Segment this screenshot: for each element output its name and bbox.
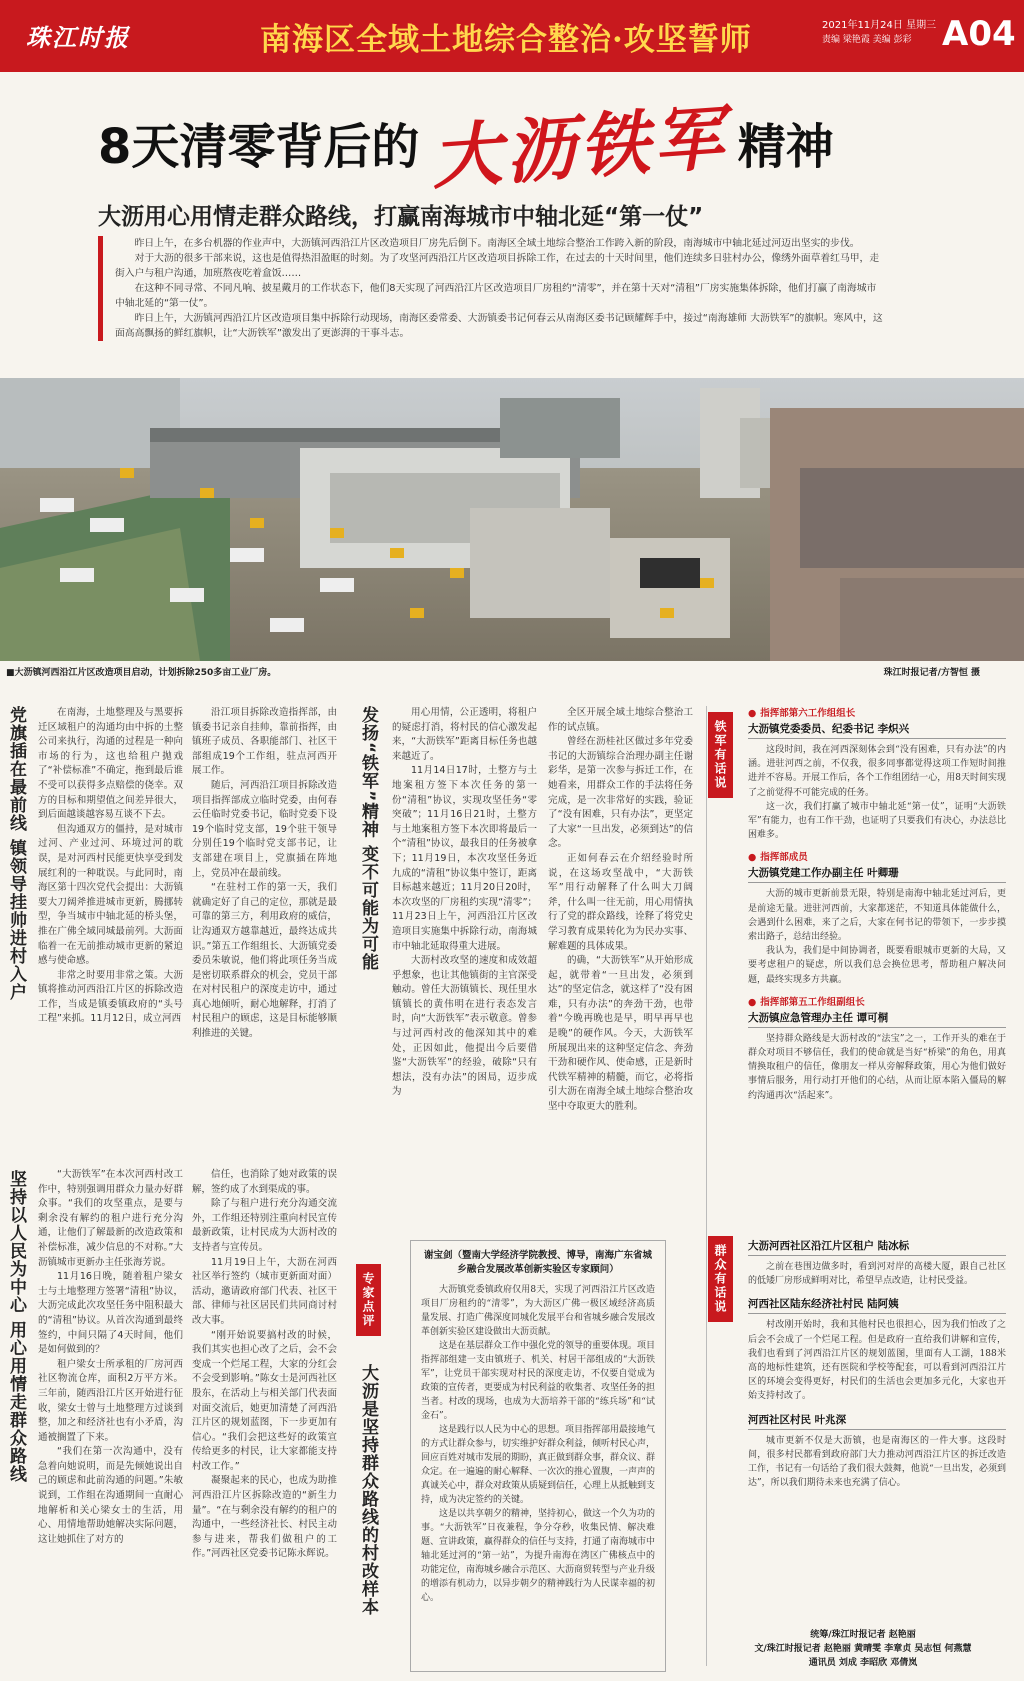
section-title: 南海区全域土地综合整治·攻坚誓师 — [260, 22, 752, 58]
body-paragraph: 租户梁女士所承租的厂房河西社区物流仓库，面积2万平方米。三年前，随西沿江片区开始进行征收，梁女士曾与土地整理方过谈到整，加之和经济社也有小矛盾，沟通被搁置了下来。 — [38, 1358, 183, 1443]
army-voices-tag: 铁军有话说 — [708, 712, 733, 798]
demolition-site-photo — [0, 378, 1024, 661]
expert-paragraph: 大沥镇党委镇政府仅用8天，实现了河西沿江片区改造项目厂房租约的“清零”，为大沥区广佛一极区域经济高质量发展、打造广佛深度同城化发展平台和省城乡融合发展改革创新实验区建设做出大沥贡献。 — [421, 1285, 656, 1337]
section1-column-2 — [192, 706, 337, 1114]
subheadline: 大沥用心用情走群众路线，打赢南海城市中轴北延“第一仗” — [98, 204, 704, 230]
body-paragraph: 11月16日晚，随着租户梁女士与土地整理方签署“清租”协议，大沥完成此次攻坚任务中阻积最大的“清租”协议。从首次沟通到最终签约，中间只隔了4天时间，他们是如何做到的？ — [38, 1271, 183, 1356]
body-paragraph: 用心用情，公正透明，将租户的疑虑打消，将村民的信心激发起来，“大沥铁军”距离目标任务也越来越近了。 — [392, 707, 537, 762]
byline-credits — [748, 1628, 978, 1670]
section3-column-2 — [192, 1168, 337, 1673]
lead-paragraph: 对于大沥的很多干部来说，这也是值得热泪盈眶的时刻。为了攻坚河西沿江片区改造项目拆除工作，在过去的十天时间里，他们连续多日驻村办公，像绣外面草着红马甲，走街入户与租户沟通，加班熬夜吃着盒饭…… — [115, 253, 880, 279]
lead-paragraphs — [98, 236, 884, 341]
body-paragraph: 全区开展全域土地综合整治工作的试点镇。 — [548, 707, 693, 733]
voice-name: 河西社区村民 叶兆深 — [748, 1412, 1006, 1430]
body-paragraph: “大沥铁军”在本次河西村改工作中，特别强调用群众力量办好群众事。“我们的攻坚重点，是要与剩余没有解约的租户进行充分沟通，让他们了解最新的改造政策和补偿标准，减少信息的不对称。”大沥镇城市更新办主任张海芳说。 — [38, 1169, 183, 1268]
voice-text: 村改刚开始时，我和其他村民也很担心，因为我们怕改了之后会不会成了一个烂尾工程。但是政府一直给我们讲解和宣传，我们也看到了河西沿江片区的规划蓝图，里面有人工湖，188米高的地标性建筑，还有医院和学校等配套，可以看到河西沿江片区的环境会变得更好，村民们的生活也会更加多元化，大家也开始支持村改了。 — [748, 1320, 1006, 1402]
voice-text: 我认为，我们是中间协调者，既要看眼城市更新的大局，又要考虑租户的疑虑，所以我们总会换位思考，帮助租户解决问题，最终实现多方共赢。 — [748, 946, 1006, 985]
voice-name: 河西社区陆东经济社村民 陆阿姨 — [748, 1296, 1006, 1314]
body-paragraph: 沿江项目拆除改造指挥部，由镇委书记亲自挂帅，靠前指挥，由镇班子成员、各职能部门、社区干部组成19个工作组，驻点河西开展工作。 — [192, 707, 337, 777]
voice-entry — [748, 1238, 1006, 1288]
section1-title: 党旗插在最前线 镇领导挂帅进村入户 — [6, 706, 26, 1001]
voice-entry — [748, 1412, 1006, 1491]
voice-name: 大沥河西社区沿江片区租户 陆冰标 — [748, 1238, 1006, 1256]
public-voices-tag: 群众有话说 — [708, 1236, 733, 1322]
lead-paragraph: 昨日上午，大沥镇河西沿江片区改造项目集中拆除行动现场，南海区委常委、大沥镇委书记何春云从南海区委书记顾耀辉手中，接过“南海雄师 大沥铁军”的旗帜。寒风中，这面高高飘扬的鲜红旗帜，让“大沥铁军”激发出了更澎湃的干事斗志。 — [115, 313, 883, 339]
voice-name: 大沥镇党委委员、纪委书记 李炽兴 — [748, 721, 1006, 739]
credit-line: 通讯员 刘成 李昭欣 邓倩岚 — [808, 1658, 918, 1668]
column-divider — [706, 706, 707, 1666]
headline — [98, 92, 978, 202]
voice-text: 大沥的城市更新前景无限，特别是南海中轴北延过河后，更是前途无量。进驻河西前，大家都迷茫，不知道具体能做什么，会遇到什么困难，来了之后，大家在何书记的带领下，一步步摸索出路子，总结出经验。 — [748, 889, 1006, 943]
expert-name: 谢宝剑（暨南大学经济学院教授、博导，南海广东省城乡融合发展改革创新实验区专家顾问） — [423, 1250, 652, 1275]
newspaper-logo: 珠江时报 — [26, 23, 130, 52]
public-voices — [748, 1238, 1006, 1618]
expert-comment-box — [410, 1240, 666, 1672]
aerial-photo-illustration — [0, 378, 1024, 661]
editors: 责编 梁艳霞 美编 彭彩 — [822, 35, 912, 45]
credit-line: 统筹/珠江时报记者 赵艳丽 — [810, 1630, 916, 1640]
section1-column-1 — [38, 706, 183, 1114]
voice-role: ● 指挥部成员 — [748, 850, 1006, 865]
voice-entry — [748, 706, 1006, 842]
army-voices — [748, 706, 1006, 1206]
body-paragraph: 信任，也消除了她对政策的误解，签约成了水到渠成的事。 — [192, 1169, 337, 1195]
headline-part3: 精神 — [737, 119, 834, 175]
body-paragraph: 11月19日上午，大沥在河西社区举行签约（城市更新面对面）活动，邀请政府部门代表、社区干部、律师与社区居民们共同商讨村改大事。 — [192, 1256, 337, 1326]
headline-calligraphy: 大沥铁军 — [428, 95, 730, 200]
body-paragraph: 但沟通双方的僵持，是对城市过河、产业过河、环境过河的耽误，是对河西村民能更快享受到发展红利的一种耽误。与此同时，南海区第十四次党代会提出：大沥镇要大刀阔斧推进城市更新，腾挪转型，争当城市中轴北延的桥头堡，推在广佛全域同城最前列。大沥面临着一在无前推动城市更新的紧迫感与使命感。 — [38, 823, 183, 967]
expert-comment-tag: 专家点评 — [356, 1264, 381, 1336]
voice-name: 大沥镇党建工作办副主任 叶卿珊 — [748, 865, 1006, 883]
voice-entry — [748, 1296, 1006, 1403]
body-paragraph: 11月14日17时，土整方与土地案租方签下本次任务的第一份“清租”协议，实现攻坚任务“零突破”；11月16日21时，土整方与土地案租方签下本次即将最后一个“清租”协议，最我目的任务被拿下；11月19日，本次攻坚任务近九成的“清租”协议集中签订，距离目标越来越近；11月20日20时，本次攻坚的厂房租约实现“清零”；11月23日上午，河西沿江片区改造项目实施集中拆除行动，南海城市中轴北延取得重大进展。 — [392, 765, 537, 952]
body-paragraph: 正如何春云在介绍经验时所说，在这场攻坚战中，“大沥铁军”用行动解释了什么叫大刀阔斧，什么叫一往无前，用心用情执行了党的群众路线，诠释了将党史学习教育成果转化为为民办实事、解难题的具体成果。 — [548, 852, 693, 952]
lead-paragraph: 在这种不同寻常、不同凡响、披星戴月的工作状态下，他们8天实现了河西沿江片区改造项目厂房租约“清零”，并在第十天对“清租”厂房实施集体拆除，他们打赢了南海城市中轴北延的“第一仗”。 — [115, 283, 877, 309]
section2-column-2 — [548, 706, 693, 1216]
voice-entry — [748, 850, 1006, 986]
expert-paragraph: 这是在基层群众工作中强化党的领导的重要体现。项目指挥部组建一支由镇班子、机关、村居干部组成的“大沥铁军”，让党员干部实现对村民的深度走访，不仅要自觉成为政策的宣传者，更要成为村民利益的收集者、攻坚任务的担当者。村改的现场，也成为大沥培养干部的“练兵场”和“试金石”。 — [421, 1341, 656, 1421]
expert-paragraph: 这是践行以人民为中心的思想。项目指挥部用最接地气的方式让群众参与，切实维护好群众利益，倾听村民心声，回应百姓对城市发展的期盼，真正做到群众事，群众议、群众定。在一遍遍的耐心解释、一次次的推心置腹，一声声的真诚关心中，群众对政策从质疑到信任，心理上从抵触到支持，成为决定签约的关键。 — [421, 1425, 656, 1505]
voice-text: 这段时间，我在河西深刻体会到“没有困难，只有办法”的内涵。进驻河西之前，不仅我，很多同事都觉得这项工作短时间推进并不容易。开展工作后，各个工作组团结一心，用8天时间实现了之前觉得不可能完成的任务。 — [748, 745, 1006, 798]
masthead — [0, 0, 1024, 72]
body-paragraph: “我们在第一次沟通中，没有急着向她说明，而是先倾她说出自己的顾虑和此前沟通的问题。”朱敏说到，工作组在沟通期间一直耐心地解析和关心梁女士的生活，用心、用情地帮助她解决实际问题，这让她抓住了对方的 — [38, 1446, 183, 1545]
lead-paragraph: 昨日上午，在多台机器的作业声中，大沥镇河西沿江片区改造项目厂房先后倒下。南海区全域土地综合整治工作跨入新的阶段，南海城市中轴北延过河迈出坚实的步伐。 — [134, 238, 860, 249]
voice-role: ● 指挥部第六工作组组长 — [748, 706, 1006, 721]
body-paragraph: “刚开始说要搞村改的时候，我们其实也担心改了之后，会不会变成一个烂尾工程，大家的分红会不会受到影响。”陈女士是河西社区股东，在活动上与相关部门代表面对面交流后，她更加清楚了河西沿江片区的规划蓝图，下一步更加有信心。“我们会把这些好的政策宣传给更多的村民，让大家都能支持村改工作。” — [192, 1329, 337, 1472]
issue-date: 2021年11月24日 星期三 — [822, 20, 937, 31]
body-paragraph: 大沥村改攻坚的速度和成效超乎想象，也让其他镇街的主官深受触动。曾任大沥镇镇长、现任里水镇镇长的黄伟明在进行表态发言时，向“大沥铁军”表示敬意。曾参与过河西村改的他深知其中的难处，正因如此，他提出今后要借鉴“大沥铁军”的经验，破除“只有想法，没有办法”的困局，迈步成为 — [392, 955, 537, 1098]
voice-entry — [748, 995, 1006, 1103]
voice-text: 之前在巷围边做多时，看到河对岸的高楼大厦，跟自己社区的低矮厂房形成鲜明对比，希望早点改造，让村民受益。 — [748, 1262, 1006, 1287]
section2-title: 发扬“铁军”精神 变不可能为可能 — [358, 706, 378, 972]
body-paragraph: 非常之时要用非常之策。大沥镇将推动河西沿江片区的拆除改造工作，当成是镇委镇政府的“头号工程”来抓。11月12日，成立河西 — [38, 969, 183, 1025]
body-paragraph: 随后，河西沿江项目拆除改造项目指挥部成立临时党委，由何春云任临时党委书记，临时党委下设19个临时党支部，19个驻干领导分别任19个临时党支部书记，让支部建在项目上，党旗插在阵地上，党员冲在最前线。 — [192, 779, 337, 879]
photo-credit: 珠江时报记者/方智恒 摄 — [883, 668, 980, 678]
body-paragraph: 在南海，土地整理及与黑要拆迁区域租户的沟通均由中拆的土整公司来执行，沟通的过程是一种向市场的行为，这也给租户抛戏了“补偿标准”不确定，拖到最后谁不受可以获得多点赔偿的侥幸。双方的目标和期望值之间差异很大，到后面越谈越容易互谈不下去。 — [38, 707, 183, 821]
body-paragraph: “在驻村工作的第一天，我们就确定好了自己的定位，那就是最可靠的第三方，利用政府的威信，让沟通双方越靠越近，最终达成共识。”第五工作组组长、大沥镇党委委员朱敏说，他们将此项任务当成是密切联系群众的机会，党员干部在对村民租户的深度走访中，通过真心地倾听，耐心地解释，打消了村民租户的顾虑，这是目标能够顺利推进的关键。 — [192, 882, 337, 1040]
body-paragraph: 曾经在沥桂社区做过多年党委书记的大沥镇综合治理办副主任谢彩华，是第一次参与拆迁工作，在她看来，用群众工作的手法将任务完成，是一次非常好的实践，验证了“没有困难，只有办法”，更坚定了大家“一旦出发，必须到达”的信念。 — [548, 736, 693, 850]
voice-text: 坚持群众路线是大沥村改的“法宝”之一，工作开头的难在于群众对项目不够信任，我们的使命就是当好“桥梁”的角色，用真情换取租户的信任，像朋友一样从旁解释政策，用心为他们做好事情后服务，用行动打开他们的心结，从而让原本陷入僵局的解约沟通再次“活起来”。 — [748, 1033, 1006, 1101]
body-paragraph: 凝聚起来的民心，也成为助推河西沿江片区拆除改造的“新生力量”。“在与剩余没有解约的租户的沟通中，一些经济社长、村民主动参与进来，帮我们做租户的工作。”河西社区党委书记陈永辉说。 — [192, 1475, 337, 1560]
headline-part1: 8天清零背后的 — [98, 119, 420, 175]
section4-title: 大沥是坚持群众路线的村改样本 — [358, 1364, 378, 1616]
body-paragraph: 除了与租户进行充分沟通交流外，工作组还特别注重向村民宣传最新政策，让村民成为大沥村改的支持者与宣传员。 — [192, 1198, 337, 1253]
page-number: A04 — [942, 14, 1016, 54]
photo-caption: ■大沥镇河西沿江片区改造项目启动，计划拆除250多亩工业厂房。 — [6, 668, 277, 678]
voice-role: ● 指挥部第五工作组副组长 — [748, 995, 1006, 1010]
section3-column-1 — [38, 1168, 183, 1673]
section2-column-1 — [392, 706, 537, 1216]
expert-paragraph: 这是以共享朝夕的精神，坚持初心，做这一个久为功的事。“大沥铁军”日夜兼程，争分夺秒，收集民情、解决难题、宣讲政策，赢得群众的信任与支持，打通了南海城市中轴北延过河的“第一站”，为提升南海在湾区广佛核点中的功能定位，南海城乡融合示范区、大沥商贸转型与产业升级的增添有机动力，以异步朝夕的精神践行为人民谋幸福的初心。 — [421, 1509, 656, 1603]
section3-title: 坚持以人民为中心 用心用情走群众路线 — [6, 1170, 26, 1483]
voice-text: 城市更新不仅是大沥镇，也是南海区的一件大事。这段时间，很多村民都看到政府部门大力推动河西沿江片区的拆迁改造工作，书记有一句话给了我们很大鼓舞，他说“一旦出发，必须到达”，所以我们期待未来也充满了信心。 — [748, 1435, 1006, 1489]
credit-line: 文/珠江时报记者 赵艳丽 黄晴雯 李章贞 吴志恒 何燕慧 — [754, 1644, 972, 1654]
voice-name: 大沥镇应急管理办主任 谭可桐 — [748, 1010, 1006, 1028]
voice-text: 这一次，我们打赢了城市中轴北延“第一仗”，证明“大沥铁军”有能力，也有工作干劲，也证明了只要我们有决心，办法总比困难多。 — [748, 801, 1006, 841]
body-paragraph: 的确，“大沥铁军”从开始形成起，就带着“一旦出发，必须到达”的坚定信念，就这样了“没有困难，只有办法”的奔劲干劲，也带着“今晚再晚也是早，明早再早也是晚”的硬作风。今天，大沥铁军所展现出来的这种坚定信念、奔劲干劲和硬作风、使命感，正是新时代铁军精神的精髓，而它，必将指引大沥在南海全域土地综合整治攻坚中夺取更大的胜利。 — [548, 955, 693, 1113]
